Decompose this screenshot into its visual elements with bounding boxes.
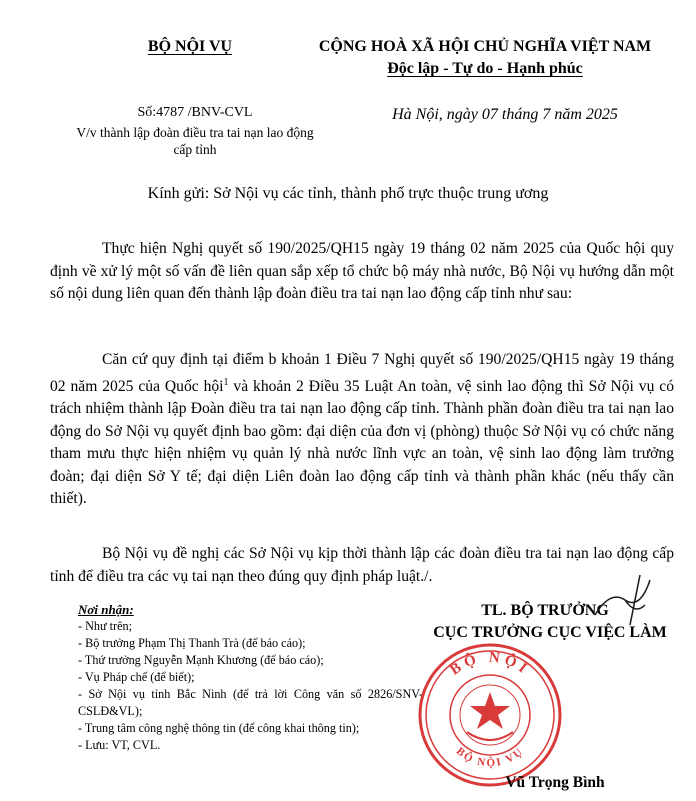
recipient-item: - Vụ Pháp chế (để biết);: [78, 670, 195, 684]
signature-icon: [585, 570, 665, 630]
document-number: Số:4787 /BNV-CVL: [137, 105, 253, 120]
signer-title-2: CỤC TRƯỞNG CỤC VIỆC LÀM: [433, 624, 667, 641]
seal-top-text: BỘ NỘI: [447, 649, 533, 679]
body-paragraph-2-part-b: và khoản 2 Điều 35 Luật An toàn, vệ sinh lao động thì Sở Nội vụ có trách nhiệm thành lập Đoàn điều tra tai nạn lao động cấp tỉnh. Thành phần đoàn điều tra tai nạn lao động do Sở Nội vụ quyết định bao gồm: đại diện của đơn vị (phòng) thuộc Sở Nội vụ có chức năng tham mưu thực hiện nhiệm vụ quản lý nhà nước lĩnh vực an toàn, vệ sinh lao động làm trưởng đoàn; đại diện Sở Y tế; đại diện Liên đoàn lao động cấp tỉnh và thành phần khác (nếu thấy cần thiết).: [50, 377, 675, 508]
dateline: Hà Nội, ngày 07 tháng 7 năm 2025: [392, 106, 618, 123]
recipient-item: - Như trên;: [78, 619, 132, 633]
national-motto: Độc lập - Tự do - Hạnh phúc: [387, 60, 583, 77]
recipient-item: - Bộ trưởng Phạm Thị Thanh Trà (để báo cáo);: [78, 636, 306, 650]
recipient-item: - Trung tâm công nghệ thông tin (để công khai thông tin);: [78, 721, 360, 735]
ministry-name: BỘ NỘI VỤ: [147, 38, 233, 55]
recipient-item: - Sở Nội vụ tỉnh Bắc Ninh (để trả lời Công văn số 2826/SNV-CSLĐ&VL);: [78, 687, 423, 718]
recipients-list: [78, 601, 423, 754]
body-paragraph-2-part-a: Căn cứ quy định tại điểm b khoản 1 Điều 7 Nghị quyết số 190/2025/QH15 ngày 19 tháng 02 năm 2025 của Quốc hội: [50, 351, 674, 395]
recipient-item: - Lưu: VT, CVL.: [78, 738, 161, 752]
footnote-marker: 1: [223, 376, 229, 388]
official-seal-icon: [415, 640, 565, 790]
signer-title-1: TL. BỘ TRƯỞNG: [481, 602, 609, 619]
body-paragraph-2: [50, 349, 674, 511]
country-name: CỘNG HOÀ XÃ HỘI CHỦ NGHĨA VIỆT NAM: [318, 38, 652, 55]
document-subject: V/v thành lập đoàn điều tra tai nạn lao động cấp tỉnh: [76, 125, 314, 157]
recipients-heading: Nơi nhận:: [78, 602, 134, 617]
body-paragraph-1: Thực hiện Nghị quyết số 190/2025/QH15 ngày 19 tháng 02 năm 2025 của Quốc hội quy định về xử lý một số vấn đề liên quan sắp xếp tổ chức bộ máy nhà nước, Bộ Nội vụ hướng dẫn một số nội dung liên quan đến thành lập đoàn điều tra tai nạn lao động cấp tỉnh như sau:: [50, 240, 674, 302]
seal-bottom-text: BỘ NỘI VỤ: [453, 745, 527, 770]
recipient-item: - Thứ trưởng Nguyễn Mạnh Khương (để báo cáo);: [78, 653, 324, 667]
body-paragraph-3: Bộ Nội vụ đề nghị các Sở Nội vụ kịp thời thành lập các đoàn điều tra tai nạn lao động cấp tỉnh để điều tra các vụ tai nạn theo đúng quy định pháp luật./.: [50, 545, 674, 585]
signer-name: Vũ Trọng Bình: [505, 774, 605, 791]
greeting: Kính gửi: Sở Nội vụ các tỉnh, thành phố trực thuộc trung ương: [147, 185, 549, 202]
